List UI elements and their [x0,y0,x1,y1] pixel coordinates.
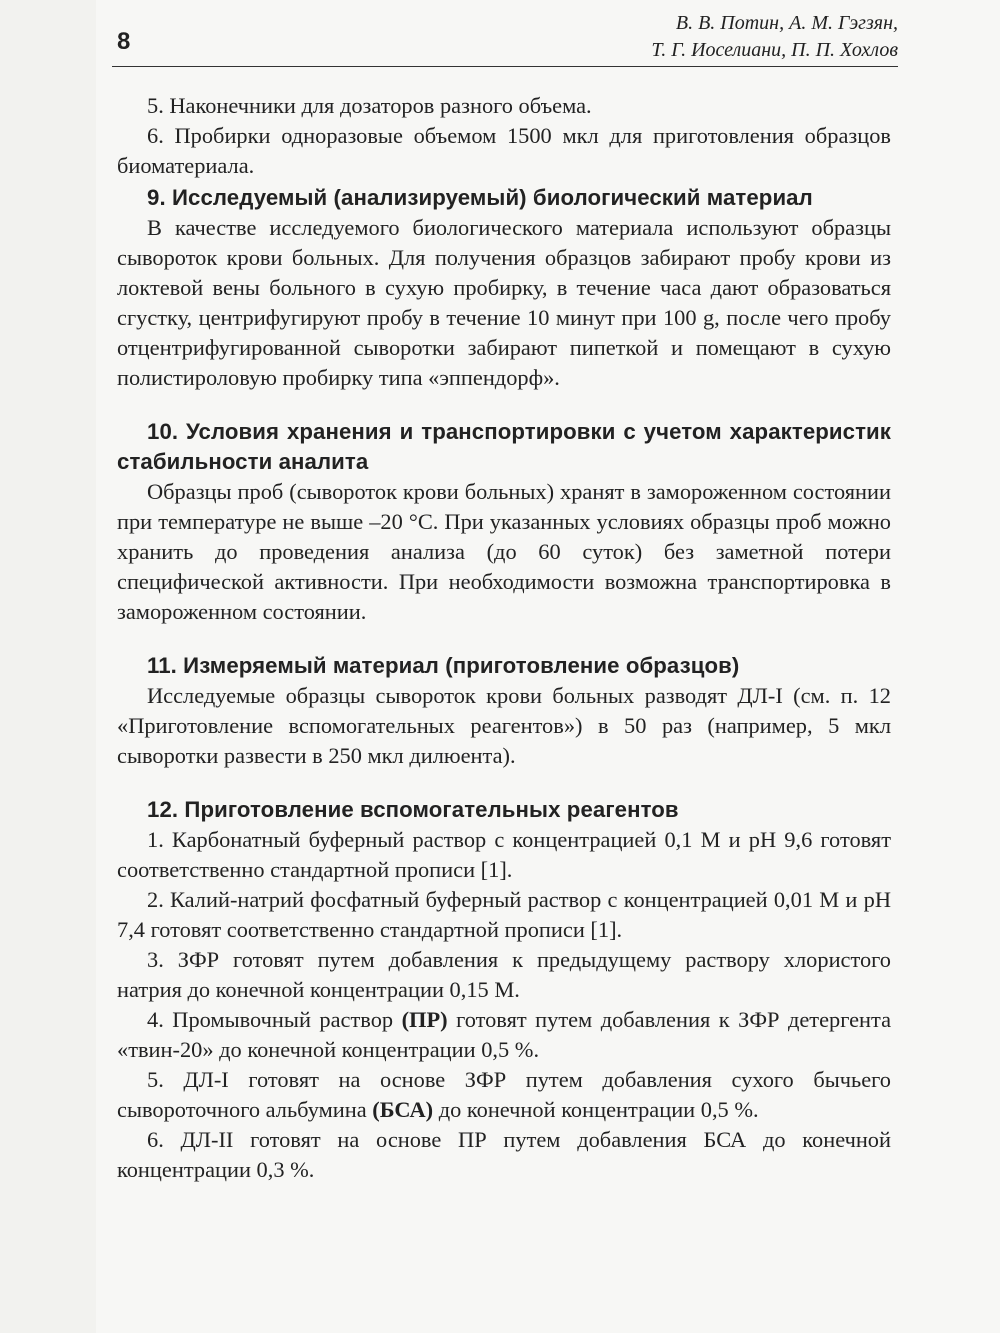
authors-line-1: В. В. Потин, А. М. Гэгзян, [675,12,898,34]
list-item [117,1065,891,1125]
section-heading: 9. Исследуемый (анализируемый) биологический материал [147,185,813,210]
paragraph: В качестве исследуемого биологического материала используют образцы сывороток крови больных. Для получения образцов забирают пробу крови из локтевой вены больного в сухую пробирку, в течение часа дают образоваться сгустку, центрифугируют пробу в течение 10 минут при 100 g, после чего пробу отцентрифугированной сыворотки забирают пипеткой и помещают в сухую полистироловую пробирку типа «эппендорф». [117,215,891,390]
text-segment: 4. Промывочный раствор [147,1007,402,1032]
authors-line-2: Т. Г. Иоселиани, П. П. Хохлов [651,39,898,61]
list-item: 6. Пробирки одноразовые объемом 1500 мкл для приготовления образцов биоматериала. [117,123,891,178]
list-item: 1. Карбонатный буферный раствор с концентрацией 0,1 М и pH 9,6 готовят соответственно стандартной прописи [1]. [117,827,891,882]
text-segment: 5. ДЛ-I готовят на основе ЗФР путем добавления сухого бычьего сывороточного альбумина [117,1067,891,1122]
page-number: 8 [117,28,131,55]
abbreviation: (ПР) [401,1007,448,1032]
list-item [117,1005,891,1065]
section-heading: 12. Приготовление вспомогательных реагентов [147,797,679,822]
abbreviation: (БСА) [372,1097,434,1122]
list-item: 3. ЗФР готовят путем добавления к предыдущему раствору хлористого натрия до конечной концентрации 0,15 М. [117,947,891,1002]
paragraph: Исследуемые образцы сывороток крови больных разводят ДЛ-I (см. п. 12 «Приготовление вспомогательных реагентов») в 50 раз (например, 5 мкл сыворотки развести в 250 мкл дилюента). [117,683,891,768]
list-item: 5. Наконечники для дозаторов разного объема. [147,93,592,118]
running-header [112,0,898,67]
text-segment: до конечной концентрации 0,5 %. [433,1097,759,1122]
section-heading: 11. Измеряемый материал (приготовление образцов) [147,653,740,678]
list-item: 2. Калий-натрий фосфатный буферный раствор с концентрацией 0,01 М и pH 7,4 готовят соответственно стандартной прописи [1]. [117,887,891,942]
paragraph: Образцы проб (сывороток крови больных) хранят в замороженном состоянии при температуре не выше –20 °С. При указанных условиях образцы проб можно хранить до проведения анализа (до 60 суток) без заметной потери специфической активности. При необходимости возможна транспортировка в замороженном состоянии. [117,479,891,624]
page-body [117,91,891,1185]
running-head-authors [651,10,898,64]
list-item: 6. ДЛ-II готовят на основе ПР путем добавления БСА до конечной концентрации 0,3 %. [117,1127,891,1182]
text-segment: готовят путем добавления к ЗФР детергента «твин-20» до конечной концентрации 0,5 %. [117,1007,892,1062]
section-heading: 10. Условия хранения и транспортировки с учетом характеристик стабильности аналита [117,419,891,474]
